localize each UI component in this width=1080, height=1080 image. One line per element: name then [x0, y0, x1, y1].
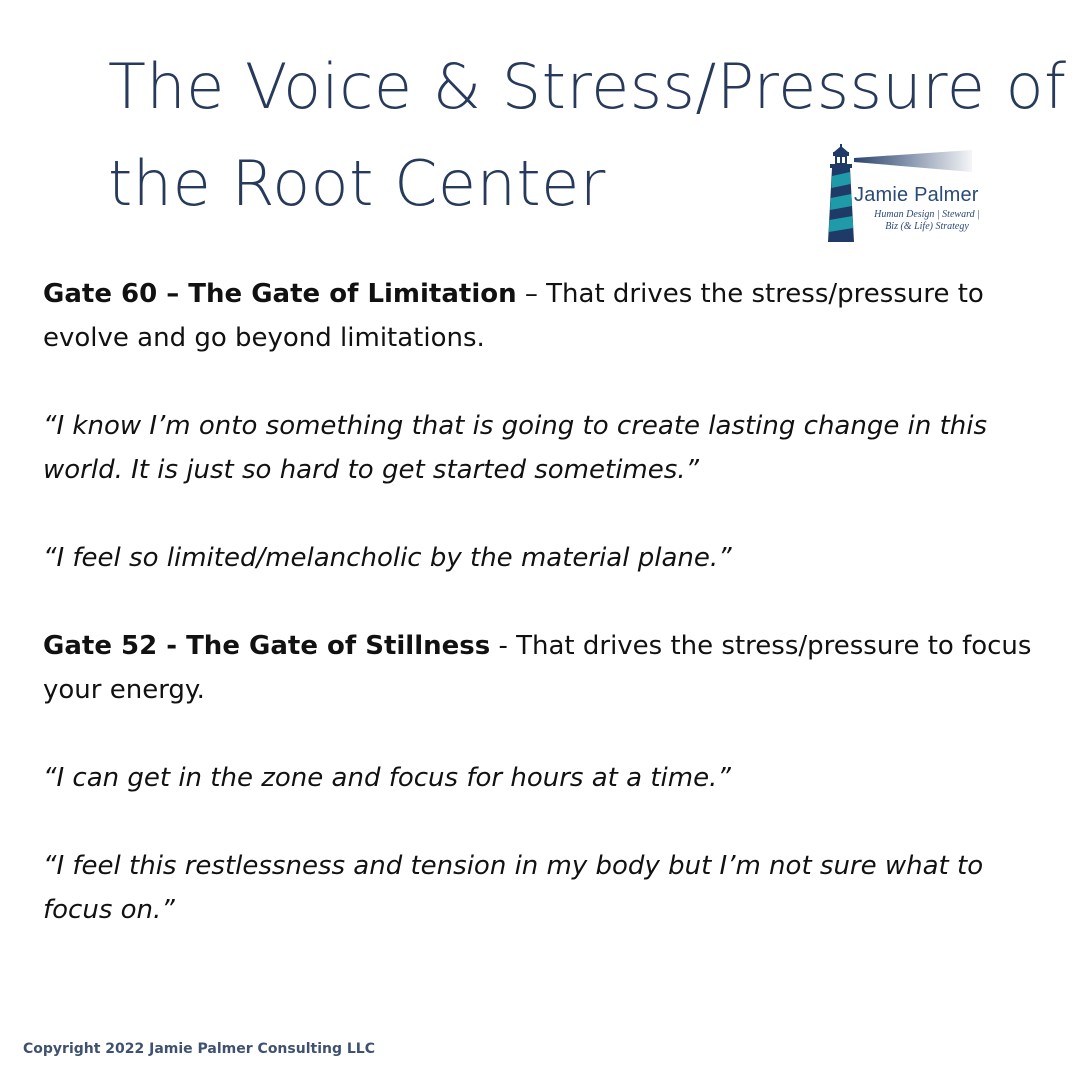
gate-60-heading: Gate 60 – The Gate of Limitation	[43, 279, 517, 309]
logo-tagline-line-1: Human Design | Steward |	[874, 209, 980, 220]
logo-name: Jamie Palmer	[854, 184, 979, 206]
gate-52-paragraph	[43, 624, 1043, 712]
page-title-line-1: The Voice & Stress/Pressure of	[108, 50, 1067, 123]
copyright-notice: Copyright 2022 Jamie Palmer Consulting LLC	[23, 1041, 375, 1057]
gate-52-quote-1: “I can get in the zone and focus for hours at a time.”	[43, 763, 731, 793]
logo-tagline-line-2: Biz (& Life) Strategy	[885, 221, 969, 232]
gate-60-quote-1: “I know I’m onto something that is going to create lasting change in this world. It is just so hard to get started sometimes.”	[43, 411, 988, 485]
gate-60-quote-2: “I feel so limited/melancholic by the material plane.”	[43, 543, 732, 573]
brand-logo	[820, 140, 1010, 246]
gate-52-heading: Gate 52 - The Gate of Stillness	[43, 631, 491, 661]
logo-tagline	[858, 209, 996, 233]
gate-52-description: - That drives the stress/pressure to focus your energy.	[43, 631, 1032, 705]
gate-60-description: – That drives the stress/pressure to evolve and go beyond limitations.	[43, 279, 984, 353]
gate-60-paragraph	[43, 272, 1043, 360]
gate-52-quote-2: “I feel this restlessness and tension in my body but I’m not sure what to focus on.”	[43, 851, 984, 925]
page-title-line-2: the Root Center	[108, 147, 606, 220]
content-body	[43, 272, 1043, 976]
